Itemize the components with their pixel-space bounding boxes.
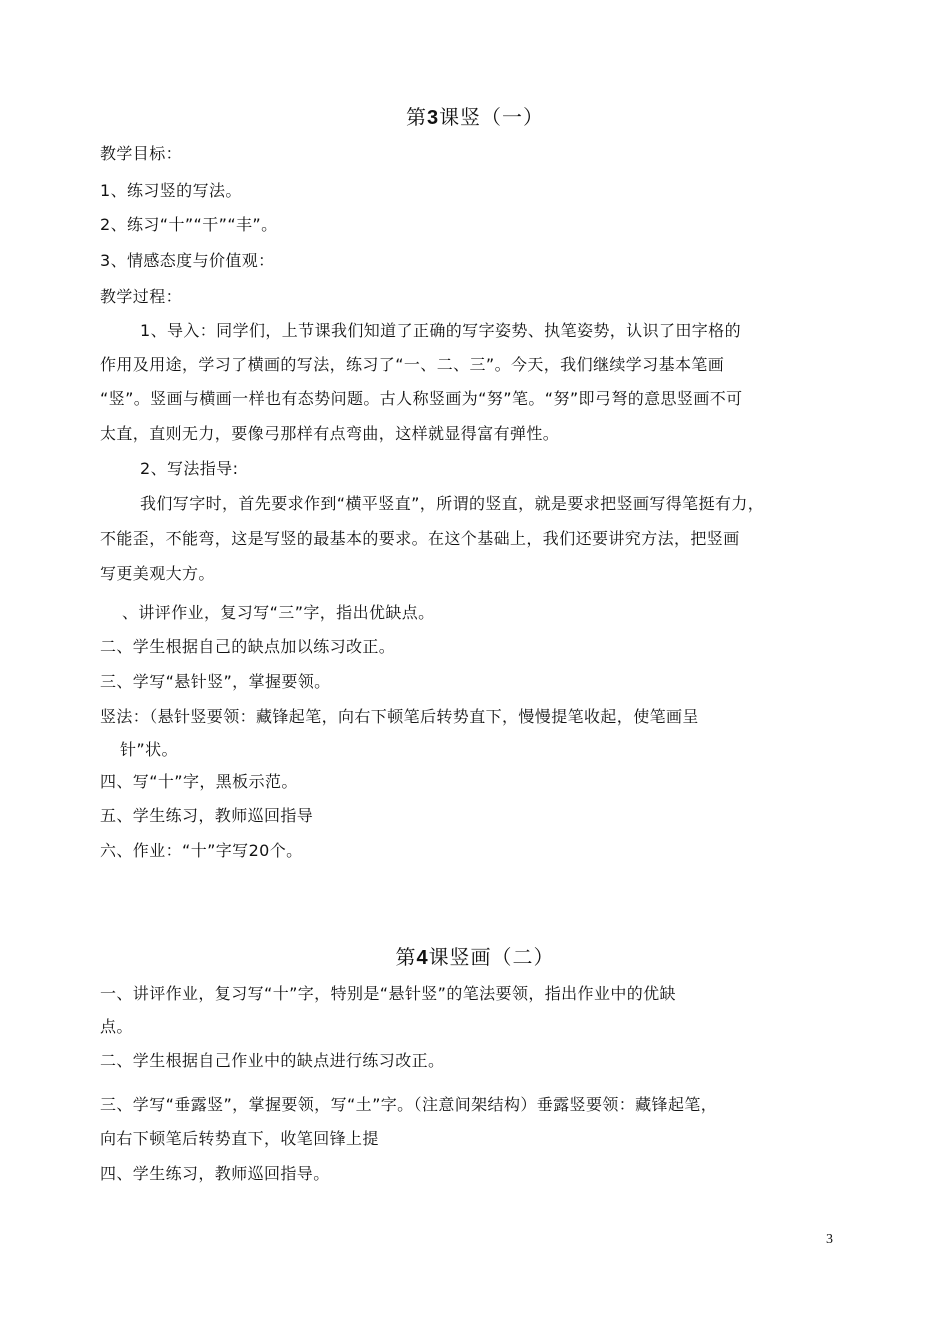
lesson4-line: 点。	[100, 1017, 133, 1036]
lesson3-line: 竖法：（悬针竖要领：藏锋起笔，向右下顿笔后转势直下，慢慢提笔收起，使笔画呈	[100, 707, 699, 726]
lesson4-line: 一、讲评作业，复习写“十”字，特别是“悬针竖”的笔法要领，指出作业中的优缺	[100, 984, 676, 1003]
lesson3-line: 3、情感态度与价值观：	[100, 251, 275, 270]
lesson3-line: 、讲评作业，复习写“三”字，指出优缺点。	[122, 603, 435, 622]
lesson3-line: 不能歪，不能弯，这是写竖的最基本的要求。在这个基础上，我们还要讲究方法，把竖画	[100, 529, 740, 548]
lesson3-line: 太直，直则无力，要像弓那样有点弯曲，这样就显得富有弹性。	[100, 424, 560, 443]
lesson4-line: 三、学写“垂露竖”，掌握要领，写“土”字。（注意间架结构）垂露竖要领：藏锋起笔，	[100, 1095, 718, 1114]
lesson3-line: 六、作业：“十”字写20个。	[100, 841, 303, 860]
lesson3-line: 二、学生根据自己的缺点加以练习改正。	[100, 637, 396, 656]
lesson4-line: 四、学生练习，教师巡回指导。	[100, 1164, 330, 1183]
lesson4-title-number: 4	[416, 947, 429, 969]
lesson4-line: 向右下顿笔后转势直下，收笔回锋上提	[100, 1129, 379, 1148]
lesson3-line: 四、写“十”字，黑板示范。	[100, 772, 298, 791]
lesson4-line: 二、学生根据自己作业中的缺点进行练习改正。	[100, 1051, 445, 1070]
lesson3-line: 教学目标：	[100, 144, 183, 163]
lesson3-line: 1、导入：同学们，上节课我们知道了正确的写字姿势、执笔姿势，认识了田字格的	[140, 321, 741, 340]
lesson3-line: 五、学生练习，教师巡回指导	[100, 806, 314, 825]
lesson3-title-prefix: 第	[405, 105, 427, 129]
page-number: 3	[826, 1232, 833, 1247]
lesson3-title	[0, 101, 950, 130]
lesson3-line: 我们写字时，首先要求作到“横平竖直”，所谓的竖直，就是要求把竖画写得笔挺有力，	[140, 494, 765, 513]
lesson4-title-prefix: 第	[395, 945, 417, 969]
lesson3-title-suffix: 课竖（一）	[439, 105, 545, 129]
lesson3-line: 2、写法指导:	[140, 459, 239, 478]
lesson4-title-suffix: 课竖画（二）	[428, 945, 555, 969]
lesson3-title-number: 3	[426, 107, 440, 129]
lesson3-line: 三、学写“悬针竖”，掌握要领。	[100, 672, 331, 691]
lesson3-line: “竖”。竖画与横画一样也有态势问题。古人称竖画为“努”笔。“努”即弓弩的意思竖画不可	[100, 389, 743, 408]
lesson3-line: 教学过程：	[100, 287, 183, 306]
lesson3-line: 2、练习“十”“干”“丰”。	[100, 215, 278, 234]
lesson3-line: 作用及用途，学习了横画的写法，练习了“一、二、三”。今天，我们继续学习基本笔画	[100, 355, 725, 374]
lesson3-line: 写更美观大方。	[100, 564, 215, 583]
lesson3-line: 针”状。	[120, 740, 178, 759]
lesson3-line: 1、练习竖的写法。	[100, 181, 242, 200]
lesson4-title	[0, 941, 950, 970]
